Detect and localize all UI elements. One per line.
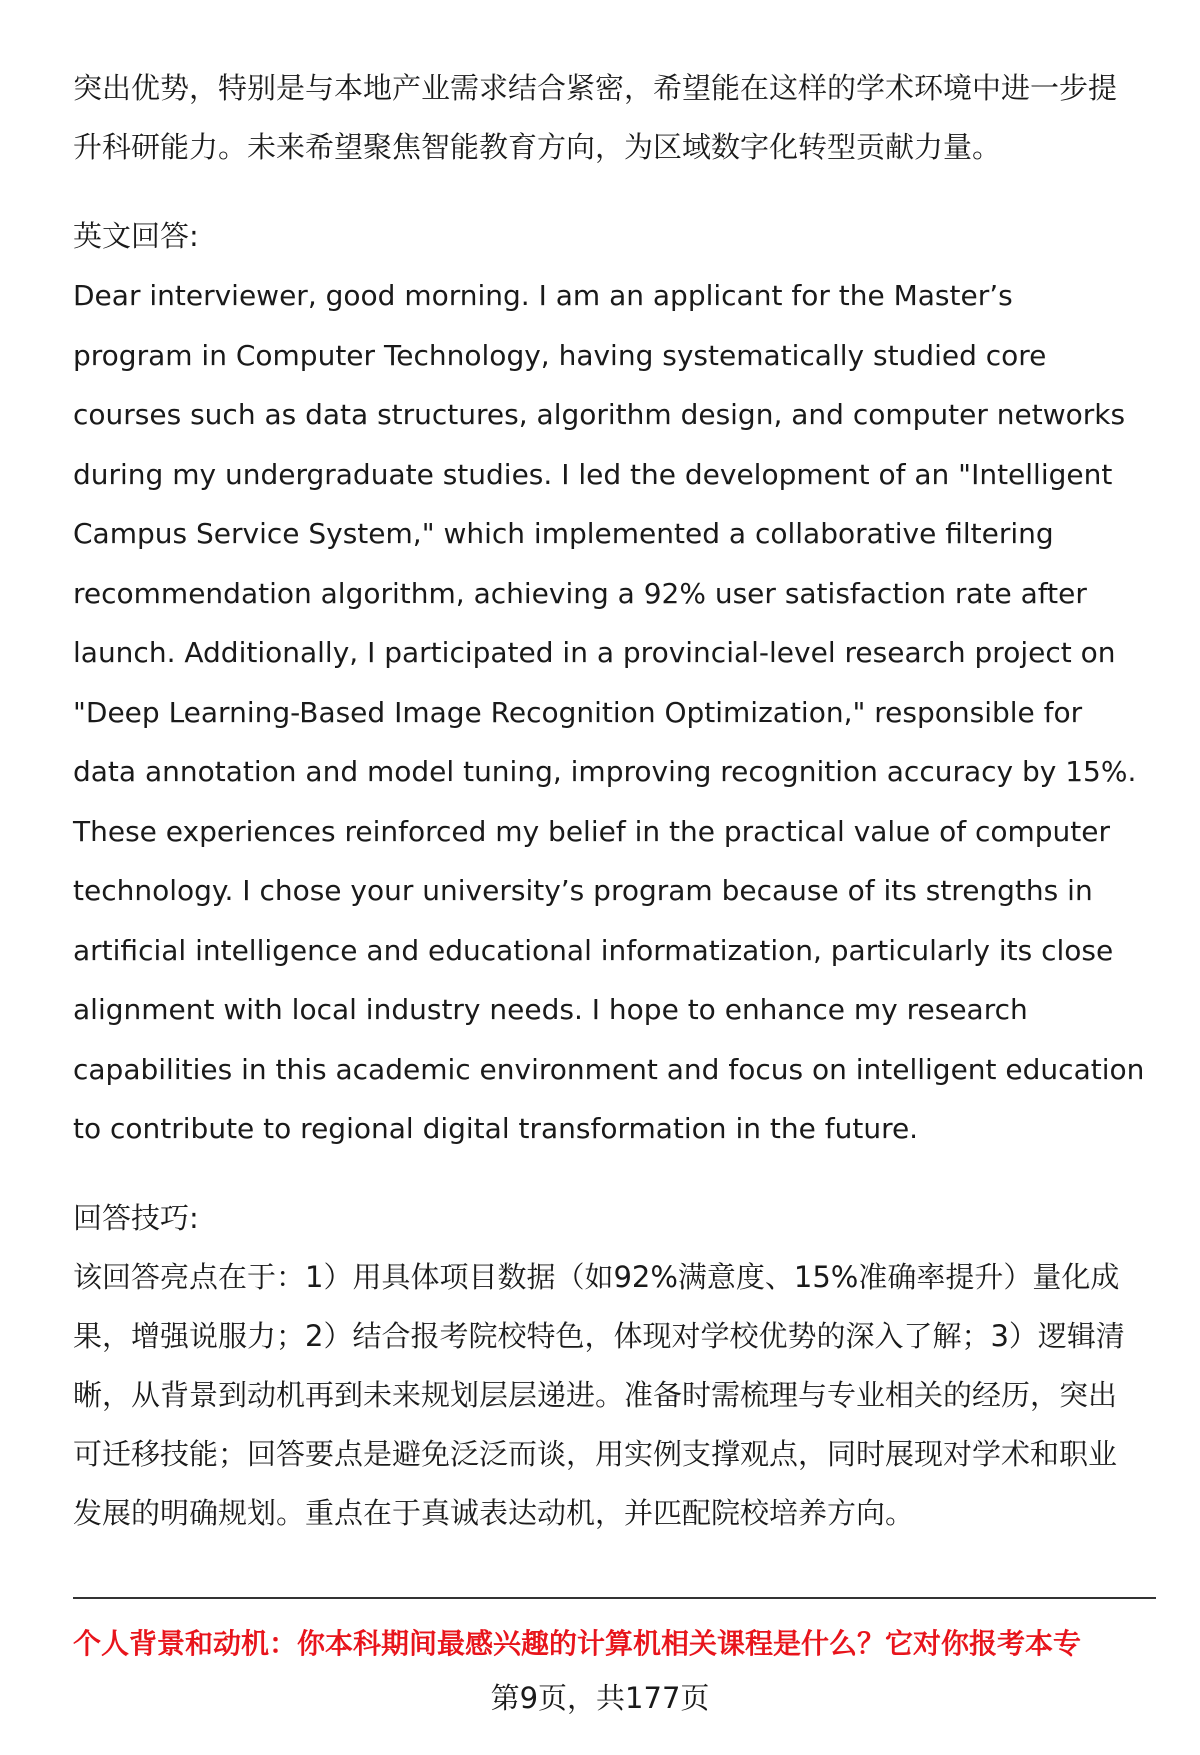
answer-tips-line: 可迁移技能；回答要点是避免泛泛而谈，用实例支撑观点，同时展现对学术和职业	[73, 1437, 1118, 1471]
chinese-answer-continuation	[73, 59, 1153, 177]
english-answer-line: recommendation algorithm, achieving a 92% user satisfaction rate after	[73, 576, 1087, 610]
english-answer-line: artificial intelligence and educational informatization, particularly its close	[73, 933, 1114, 967]
paragraph-line: 升科研能力。未来希望聚焦智能教育方向，为区域数字化转型贡献力量。	[73, 130, 1002, 164]
english-answer-line: Campus Service System," which implemented a collaborative filtering	[73, 517, 1054, 550]
next-question-heading: 个人背景和动机：你本科期间最感兴趣的计算机相关课程是什么？它对你报考本专	[73, 1627, 1082, 1660]
english-answer-line: These experiences reinforced my belief in the practical value of computer	[73, 814, 1110, 848]
english-answer-label: 英文回答:	[73, 219, 199, 253]
english-answer-line: capabilities in this academic environment and focus on intelligent education	[73, 1052, 1145, 1086]
page-number: 第9页，共177页	[490, 1681, 710, 1715]
english-answer-line: during my undergraduate studies. I led the development of an "Intelligent	[73, 457, 1113, 491]
answer-tips-section	[73, 1189, 1153, 1543]
english-answer-line: data annotation and model tuning, improving recognition accuracy by 15%.	[73, 755, 1137, 788]
english-answer-line: Dear interviewer, good morning. I am an applicant for the Master’s	[73, 279, 1013, 312]
answer-tips-label: 回答技巧:	[73, 1201, 199, 1235]
english-answer-line: courses such as data structures, algorithm design, and computer networks	[73, 398, 1126, 431]
answer-tips-line: 该回答亮点在于：1）用具体项目数据（如92%满意度、15%准确率提升）量化成	[73, 1260, 1120, 1294]
section-divider	[73, 1597, 1156, 1599]
english-answer-section	[73, 207, 1153, 1159]
answer-tips-line: 果，增强说服力；2）结合报考院校特色，体现对学校优势的深入了解；3）逻辑清	[73, 1319, 1125, 1353]
english-answer-line: to contribute to regional digital transformation in the future.	[73, 1112, 919, 1145]
english-answer-line: "Deep Learning-Based Image Recognition Optimization," responsible for	[73, 695, 1083, 729]
paragraph-line: 突出优势，特别是与本地产业需求结合紧密，希望能在这样的学术环境中进一步提	[73, 71, 1118, 105]
english-answer-line: launch. Additionally, I participated in a provincial-level research project on	[73, 636, 1116, 669]
answer-tips-line: 发展的明确规划。重点在于真诚表达动机，并匹配院校培养方向。	[73, 1496, 915, 1530]
answer-tips-line: 晰，从背景到动机再到未来规划层层递进。准备时需梳理与专业相关的经历，突出	[73, 1378, 1118, 1412]
english-answer-line: alignment with local industry needs. I hope to enhance my research	[73, 993, 1028, 1026]
english-answer-line: program in Computer Technology, having systematically studied core	[73, 338, 1047, 372]
english-answer-line: technology. I chose your university’s program because of its strengths in	[73, 874, 1093, 907]
